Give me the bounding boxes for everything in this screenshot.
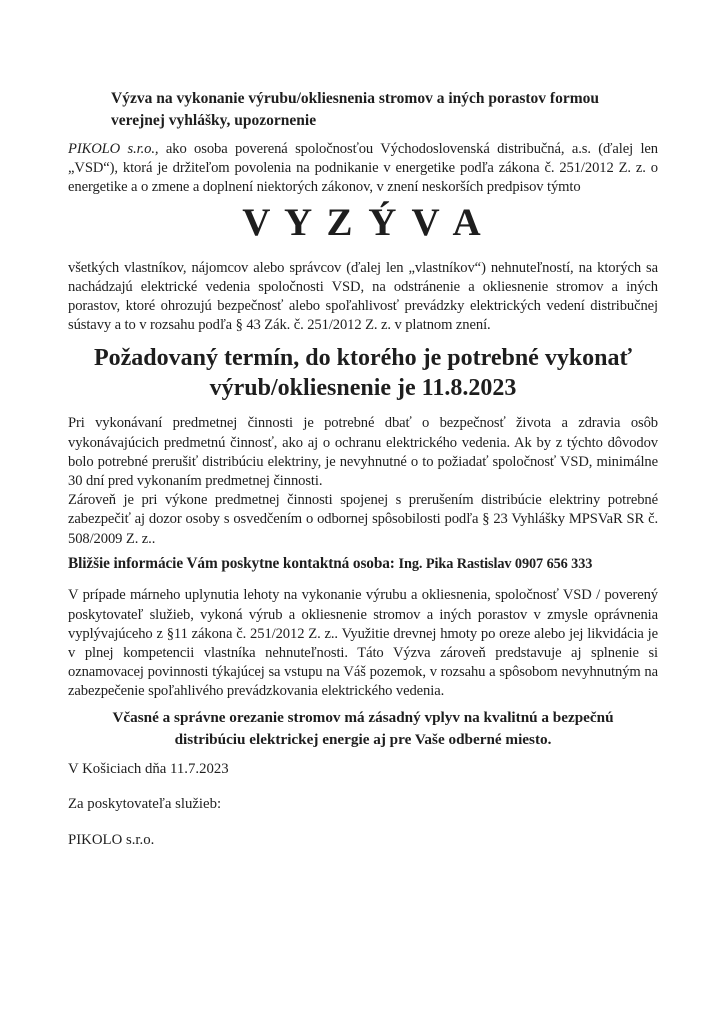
emphasis-line1: Včasné a správne orezanie stromov má zásadný vplyv na kvalitnú a bezpečnú <box>112 708 614 726</box>
place-date: V Košiciach dňa 11.7.2023 <box>68 761 229 778</box>
contact-person: Ing. Pika Rastislav 0907 656 333 <box>398 555 593 572</box>
deadline-heading-line1: Požadovaný termín, do ktorého je potrebné vykonať <box>93 345 633 372</box>
emphasis-paragraph <box>68 707 658 753</box>
consequences-paragraph: V prípade márneho uplynutia lehoty na vykonanie výrubu a okliesnenia, spoločnosť VSD / poverený poskytovateľ služieb, vykoná výrub a okliesnenie stromov a iných porastov v zmysle oprávnenia vyplývajúceho z §11 zákona č. 251/2012 Z. z.. Využitie drevnej hmoty po oreze alebo jej likvidácia je v plnej kompetencii vlastníka nehnuteľnosti. Táto Výzva zároveň predstavuje aj splnenie si oznamovacej povinnosti týkajúcej sa vstupu na Váš pozemok, v rozsahu a spôsobom nevyhnutným na zabezpečenie spoľahlivého prevádzkovania elektrického vedenia. <box>68 587 658 700</box>
deadline-heading-line2: výrub/okliesnenie je 11.8.2023 <box>209 375 517 402</box>
deadline-heading <box>68 343 658 403</box>
company-name: PIKOLO s.r.o., <box>68 141 159 157</box>
emphasis-line2: distribúciu elektrickej energie aj pre Vaše odberné miesto. <box>174 731 552 749</box>
document-title-line2: verejnej vyhlášky, upozornenie <box>111 111 317 129</box>
intro-paragraph <box>68 140 658 198</box>
proclamation-heading: V Y Z Ý V A <box>242 200 484 244</box>
document-title <box>111 88 658 131</box>
document-title-line1: Výzva na vykonanie výrubu/okliesnenia stromov a iných porastov formou <box>111 90 600 107</box>
intro-text: ako osoba poverená spoločnosťou Východoslovenská distribučná, a.s. (ďalej len „VSD“), ktorá je držiteľom povolenia na podnikanie v energetike podľa zákona č. 251/2012 Z. z. o energetike a o zmene a doplnení niektorých zákonov, v znení neskorších predpisov týmto <box>68 141 658 196</box>
provider-label: Za poskytovateľa služieb: <box>68 796 222 813</box>
supervision-paragraph: Zároveň je pri výkone predmetnej činnosti spojenej s prerušením distribúcie elektriny potrebné zabezpečiť aj dozor osoby s osvedčením o odbornej spôsobilosti podľa § 23 Vyhlášky MPSVaR SR č. 508/2009 Z. z.. <box>68 492 658 547</box>
contact-label: Bližšie informácie Vám poskytne kontaktná osoba: <box>68 554 395 572</box>
safety-paragraph: Pri vykonávaní predmetnej činnosti je potrebné dbať o bezpečnosť života a zdravia osôb vykonávajúcich predmetnú činnosť, ako aj o ochranu elektrického vedenia. Ak by z týchto dôvodov bolo potrebné prerušiť distribúciu elektriny, je nevyhnutné o to požiadať spoločnosť VSD, minimálne 30 dní pred vykonaním predmetnej činnosti. <box>68 415 658 490</box>
owners-paragraph: všetkých vlastníkov, nájomcov alebo správcov (ďalej len „vlastníkov“) nehnuteľností, na ktorých sa nachádzajú elektrické vedenia spoločnosti VSD, na odstránenie a okliesnenie stromov a iných porastov, ktoré ohrozujú bezpečnosť alebo spoľahlivosť prevádzky elektrických vedení distribučnej sústavy a to v rozsahu podľa § 43 Zák. č. 251/2012 Z. z. v platnom znení. <box>68 259 658 334</box>
contact-line <box>68 554 658 575</box>
signature-company: PIKOLO s.r.o. <box>68 831 155 848</box>
